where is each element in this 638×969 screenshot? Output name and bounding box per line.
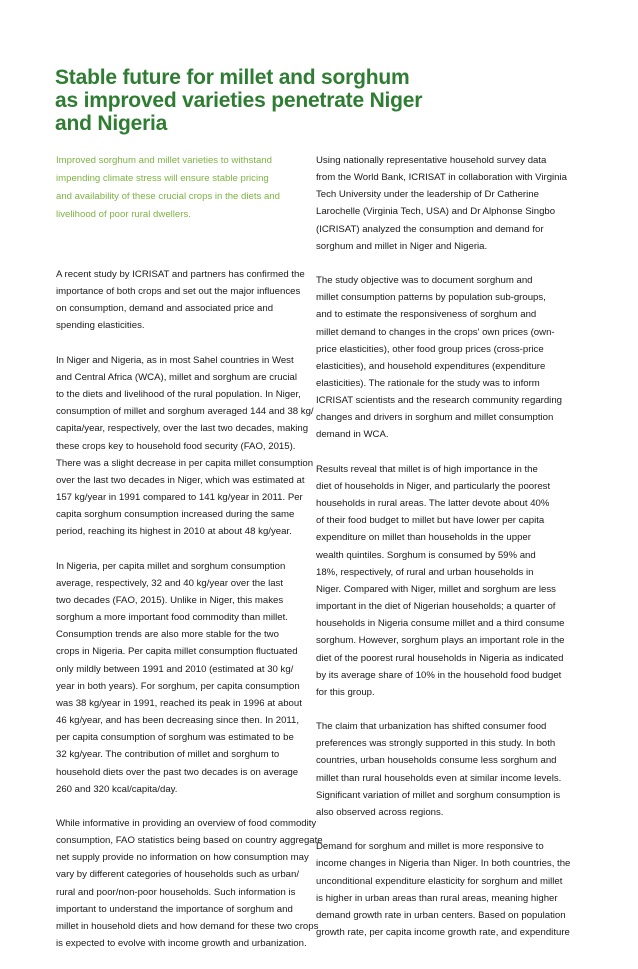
lead-line: and availability of these crucial crops in the diets and <box>56 191 280 202</box>
text-line: per capita consumption of sorghum was estimated to be <box>56 732 294 744</box>
paragraph <box>56 266 316 335</box>
lead-line: Improved sorghum and millet varieties to withstand <box>56 155 272 166</box>
text-line: households in Nigeria consume millet and a third consume <box>316 618 565 630</box>
text-line: and Central Africa (WCA), millet and sorghum are crucial <box>56 371 297 383</box>
text-line: changes and drivers in sorghum and millet consumption <box>316 412 554 424</box>
text-line: elasticities), and household expenditures (expenditure <box>316 360 546 372</box>
text-line: While informative in providing an overview of food commodity <box>56 817 317 829</box>
text-line: 157 kg/year in 1991 compared to 141 kg/year in 2011. Per <box>56 492 303 504</box>
text-line: diet of households in Niger, and particularly the poorest <box>316 480 551 492</box>
text-line: 18%, respectively, of rural and urban households in <box>316 566 534 578</box>
text-line: over the last two decades in Niger, which was estimated at <box>56 474 305 486</box>
text-line: There was a slight decrease in per capita millet consumption <box>56 457 314 469</box>
title-line: and Nigeria <box>55 112 168 135</box>
title-line: Stable future for millet and sorghum <box>55 66 410 89</box>
text-line: household diets over the past two decades is on average <box>56 766 299 778</box>
text-line: households in rural areas. The latter devote about 40% <box>316 498 550 510</box>
text-line: capita sorghum consumption increased during the same <box>56 509 295 521</box>
text-line: spending elasticities. <box>56 320 145 332</box>
paragraph <box>316 461 586 701</box>
text-line: two decades (FAO, 2015). Unlike in Niger, this makes <box>56 594 284 606</box>
text-line: (ICRISAT) analyzed the consumption and demand for <box>316 223 544 235</box>
paragraph <box>56 352 316 541</box>
text-line: net supply provide no information on how consumption may <box>56 852 309 864</box>
text-line: demand growth rate in urban centers. Based on population <box>316 909 566 921</box>
article-lead <box>56 152 316 224</box>
text-line: to the diets and livelihood of the rural population. In Niger, <box>56 389 301 401</box>
text-line: importance of both crops and set out the major influences <box>56 286 301 298</box>
text-line: on consumption, demand and associated price and <box>56 303 274 315</box>
text-line: is higher in urban areas than rural areas, meaning higher <box>316 892 558 904</box>
text-line: In Niger and Nigeria, as in most Sahel countries in West <box>56 354 294 366</box>
text-line: by its average share of 10% in the household food budget <box>316 669 562 681</box>
text-line: important in the diet of Nigerian households; a quarter of <box>316 601 556 613</box>
text-line: price elasticities), other food group prices (cross-price <box>316 343 544 355</box>
paragraph <box>56 558 316 798</box>
paragraph <box>316 272 586 444</box>
text-line: Tech University under the leadership of Dr Catherine <box>316 189 539 201</box>
text-line: only mildly between 1991 and 2010 (estimated at 30 kg/ <box>56 663 294 675</box>
lead-line: livelihood of poor rural dwellers. <box>56 209 191 220</box>
text-line: consumption, FAO statistics being based on country aggregate <box>56 835 323 847</box>
text-line: preferences was strongly supported in this study. In both <box>316 738 556 750</box>
text-line: Results reveal that millet is of high importance in the <box>316 463 538 475</box>
text-line: wealth quintiles. Sorghum is consumed by 59% and <box>316 549 536 561</box>
text-line: Significant variation of millet and sorghum consumption is <box>316 789 561 801</box>
paragraph <box>316 152 586 255</box>
text-line: expenditure on millet than households in the upper <box>316 532 531 544</box>
text-line: sorghum a more important food commodity than millet. <box>56 612 288 624</box>
text-line: ICRISAT scientists and the research community regarding <box>316 395 562 407</box>
text-line: diet of the poorest rural households in Nigeria as indicated <box>316 652 564 664</box>
text-line: 46 kg/year, and has been decreasing since then. In 2011, <box>56 715 300 727</box>
text-line: A recent study by ICRISAT and partners has confirmed the <box>56 269 305 280</box>
text-line: millet consumption patterns by population sub-groups, <box>316 292 546 304</box>
text-line: rural and poor/non-poor households. Such information is <box>56 886 296 898</box>
paragraph <box>316 718 586 821</box>
text-line: is expected to evolve with income growth and urbanization. <box>56 938 307 950</box>
text-line: consumption of millet and sorghum averaged 144 and 38 kg/ <box>56 406 314 418</box>
text-line: Using nationally representative household survey data <box>316 155 547 166</box>
text-line: crops in Nigeria. Per capita millet consumption fluctuated <box>56 646 298 658</box>
text-line: of their food budget to millet but have lower per capita <box>316 515 545 527</box>
text-line: millet than rural households even at similar income levels. <box>316 772 562 784</box>
paragraph <box>316 838 586 941</box>
text-line: sorghum and millet in Niger and Nigeria. <box>316 240 488 252</box>
text-line: elasticities). The rationale for the study was to inform <box>316 378 540 390</box>
text-line: these crops key to household food security (FAO, 2015). <box>56 440 296 452</box>
text-line: capita/year, respectively, over the last two decades, making <box>56 423 309 435</box>
text-line: Demand for sorghum and millet is more responsive to <box>316 841 544 853</box>
text-line: growth rate, per capita income growth rate, and expenditure <box>316 926 570 938</box>
text-line: was 38 kg/year in 1991, reached its peak in 1996 at about <box>56 697 302 709</box>
lead-line: impending climate stress will ensure stable pricing <box>56 173 269 184</box>
text-line: millet in household diets and how demand for these two crops <box>56 920 319 932</box>
text-line: important to understand the importance of sorghum and <box>56 903 293 915</box>
article-title <box>55 66 475 135</box>
left-column <box>56 152 323 969</box>
text-line: The claim that urbanization has shifted consumer food <box>316 721 547 733</box>
text-line: vary by different categories of households such as urban/ <box>56 869 300 881</box>
paragraph <box>56 815 323 952</box>
text-line: millet demand to changes in the crops' own prices (own- <box>316 326 555 338</box>
text-line: The study objective was to document sorghum and <box>316 275 533 287</box>
text-line: 32 kg/year. The contribution of millet and sorghum to <box>56 749 280 761</box>
text-line: Niger. Compared with Niger, millet and sorghum are less <box>316 583 556 595</box>
text-line: period, reaching its highest in 2010 at about 48 kg/year. <box>56 526 292 538</box>
text-line: income changes in Nigeria than Niger. In both countries, the <box>316 858 571 870</box>
text-line: In Nigeria, per capita millet and sorghum consumption <box>56 560 286 572</box>
text-line: also observed across regions. <box>316 806 444 818</box>
text-line: Consumption trends are also more stable for the two <box>56 629 279 641</box>
text-line: for this group. <box>316 686 375 698</box>
text-line: countries, urban households consume less sorghum and <box>316 755 557 767</box>
text-line: from the World Bank, ICRISAT in collaboration with Virginia <box>316 172 567 184</box>
text-line: unconditional expenditure elasticity for sorghum and millet <box>316 875 563 887</box>
title-line: as improved varieties penetrate Niger <box>55 89 423 112</box>
right-column <box>316 152 586 958</box>
text-line: sorghum. However, sorghum plays an important role in the <box>316 635 565 647</box>
text-line: and to estimate the responsiveness of sorghum and <box>316 309 537 321</box>
text-line: average, respectively, 32 and 40 kg/year over the last <box>56 577 284 589</box>
text-line: Larochelle (Virginia Tech, USA) and Dr Alphonse Singbo <box>316 206 556 218</box>
text-line: year in both years). For sorghum, per capita consumption <box>56 680 300 692</box>
text-line: demand in WCA. <box>316 429 389 441</box>
text-line: 260 and 320 kcal/capita/day. <box>56 783 178 795</box>
